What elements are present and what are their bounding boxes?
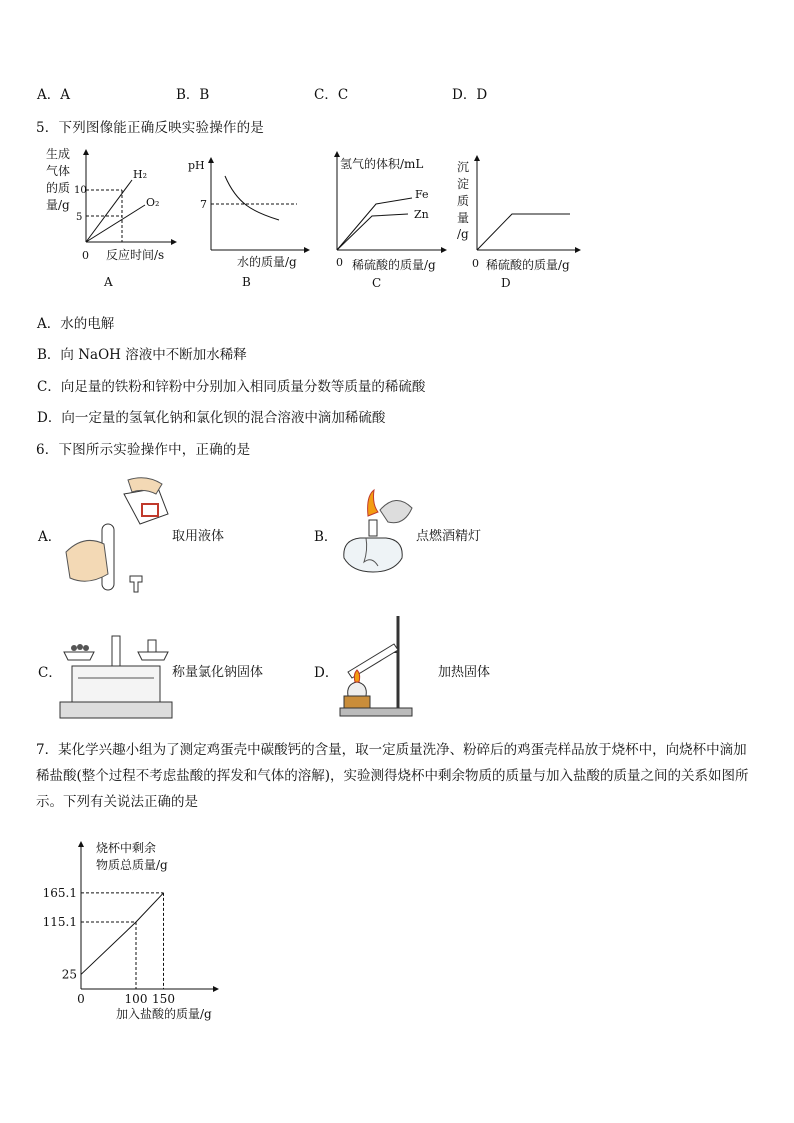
ylabel-line-2: 气体 [46,164,71,178]
q5-option-b: B．向 NaOH 溶液中不断加水稀释 [37,347,247,363]
q5-graph-a [40,142,180,292]
q5-stem: 5．下列图像能正确反映实验操作的是 [36,120,264,136]
q6-option-c-caption: 称量氯化钠固体 [172,665,264,680]
series-zn-line [337,214,408,250]
series-line [81,893,164,975]
origin-label: 0 [82,249,89,262]
q6-option-b-illustration [336,486,418,578]
weight-block [148,640,156,652]
ylabel-line-3: 质 [457,194,470,208]
q5-graph-d [452,142,582,292]
q6-option-d-caption: 加热固体 [438,665,491,680]
q7-chart [40,838,250,1026]
q4-option-b: B．B [176,87,210,103]
series-o2-line [86,205,145,242]
xlabel: 反应时间/s [106,248,165,262]
xlabel: 稀硫酸的质量/g [486,258,570,272]
x-tick-label: 100 [124,992,148,1006]
q4-option-c: C．C [314,87,349,103]
flame-icon [368,490,378,516]
alcohol-lamp [348,682,367,696]
weight-pellet [83,645,89,651]
reagent-bottle [124,488,168,524]
y-tick-label: 25 [61,967,77,982]
ylabel-line-4: 量 [457,211,470,225]
q6-option-d-illustration [338,612,422,722]
stand-base [340,708,412,716]
balance-body [72,666,160,702]
left-pan [64,652,94,660]
graph-letter: A [104,275,113,289]
x-tick-label: 0 [77,992,85,1006]
ylabel-line-5: /g [457,227,469,241]
q6-option-c-illustration [56,626,174,724]
ytick-5: 5 [76,212,83,223]
q6-stem: 6．下图所示实验操作中，正确的是 [36,442,251,458]
series-fe-label: Fe [415,188,429,201]
balance-pointer [112,636,120,666]
balance-base [60,702,172,718]
right-pan [138,652,168,660]
origin-label: 0 [336,256,343,269]
wood-block [344,696,370,708]
q4-option-d: D．D [452,87,488,103]
alcohol-lamp [344,538,402,572]
q5-option-a: A．水的电解 [37,316,115,332]
tilted-lamp [380,500,412,522]
origin-label: 0 [472,257,479,270]
q5-option-d: D．向一定量的氢氧化钠和氯化钡的混合溶液中滴加稀硫酸 [37,410,386,426]
ph-curve [225,176,279,220]
y-tick-label: 115.1 [42,915,77,930]
q4-option-a: A．A [37,87,70,103]
q6-option-b-caption: 点燃酒精灯 [416,529,482,544]
hand-bottom [66,540,108,581]
q6-option-a-caption: 取用液体 [172,529,225,544]
q6-option-a-letter: A． [38,529,62,545]
graph-letter: B [242,275,251,289]
lamp-wick [369,520,377,536]
xlabel: 稀硫酸的质量/g [352,258,436,272]
q6-option-b-letter: B． [314,529,338,545]
q6-option-a-illustration [58,474,170,600]
graph-letter: C [372,276,382,290]
ylabel-line-1: 生成 [46,147,71,161]
series-h2-line [86,180,132,242]
q6-option-d-letter: D． [314,665,339,681]
ylabel-line-4: 量/g [46,198,70,212]
x-tick-label: 150 [152,992,175,1006]
q5-option-c: C．向足量的铁粉和锌粉中分别加入相同质量分数等质量的稀硫酸 [37,379,426,395]
series-o2-label: O₂ [146,196,160,209]
series-fe-line [337,198,412,250]
series-h2-label: H₂ [133,168,148,181]
y-tick-label: 165.1 [42,885,77,900]
precipitate-line [477,214,570,250]
ylabel-line-3: 的质 [46,181,71,195]
weight-pellet [71,645,77,651]
ylabel-line-2: 淀 [457,177,470,191]
series-zn-label: Zn [414,208,429,221]
ylabel-line-2: 物质总质量/g [96,858,168,872]
ylabel: pH [188,159,205,172]
ylabel-line-1: 烧杯中剩余 [96,841,157,855]
stopper [130,576,142,592]
q7-stem: 7．某化学兴趣小组为了测定鸡蛋壳中碳酸钙的含量，取一定质量洗净、粉碎后的鸡蛋壳样品放于烧杯中，向烧杯中滴加稀盐酸(整个过程不考虑盐酸的挥发和气体的溶解)，实验测得烧杯中剩余物质的质量与加入盐酸的质量之间的关系如图所示。下列有关说法正确的是 [36,742,749,810]
flame-icon [354,670,359,682]
ytick-10: 10 [74,185,87,196]
ylabel-line-1: 沉 [457,160,470,174]
xlabel: 水的质量/g [237,255,297,269]
ytick-7: 7 [200,198,207,211]
graph-letter: D [501,276,511,290]
x-axis-label: 加入盐酸的质量/g [116,1007,212,1021]
q5-graph-b [185,142,315,292]
q5-graph-c [328,142,458,292]
q6-option-c-letter: C． [38,665,62,681]
ylabel: 氢气的体积/mL [340,157,424,171]
weight-pellet [77,644,83,650]
